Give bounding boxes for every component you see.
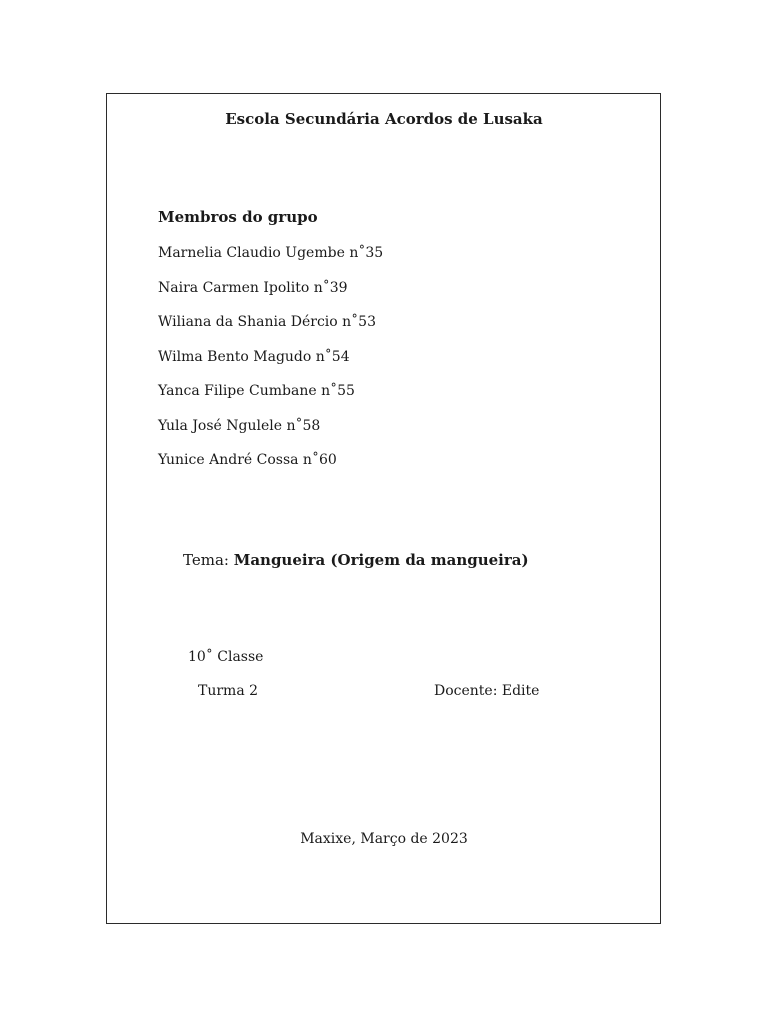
theme-line [183, 551, 529, 569]
members-heading: Membros do grupo [158, 208, 318, 226]
theme-value: Mangueira (Origem da mangueira) [233, 551, 529, 569]
place-date: Maxixe, Março de 2023 [300, 831, 468, 847]
member-item: Yanca Filipe Cumbane n˚55 [158, 383, 355, 399]
member-item: Marnelia Claudio Ugembe n˚35 [158, 245, 384, 261]
member-item: Yunice André Cossa n˚60 [158, 452, 337, 468]
member-item: Yula José Ngulele n˚58 [158, 417, 321, 434]
member-item: Naira Carmen Ipolito n˚39 [158, 279, 348, 296]
member-item: Wiliana da Shania Dércio n˚53 [158, 314, 376, 330]
school-title: Escola Secundária Acordos de Lusaka [225, 110, 543, 128]
teacher: Docente: Edite [434, 683, 540, 699]
member-item: Wilma Bento Magudo n˚54 [158, 348, 350, 365]
members-list [158, 244, 383, 486]
class-level: 10˚ Classe [188, 649, 264, 665]
theme-label: Tema: [183, 551, 234, 569]
turma: Turma 2 [198, 683, 259, 699]
